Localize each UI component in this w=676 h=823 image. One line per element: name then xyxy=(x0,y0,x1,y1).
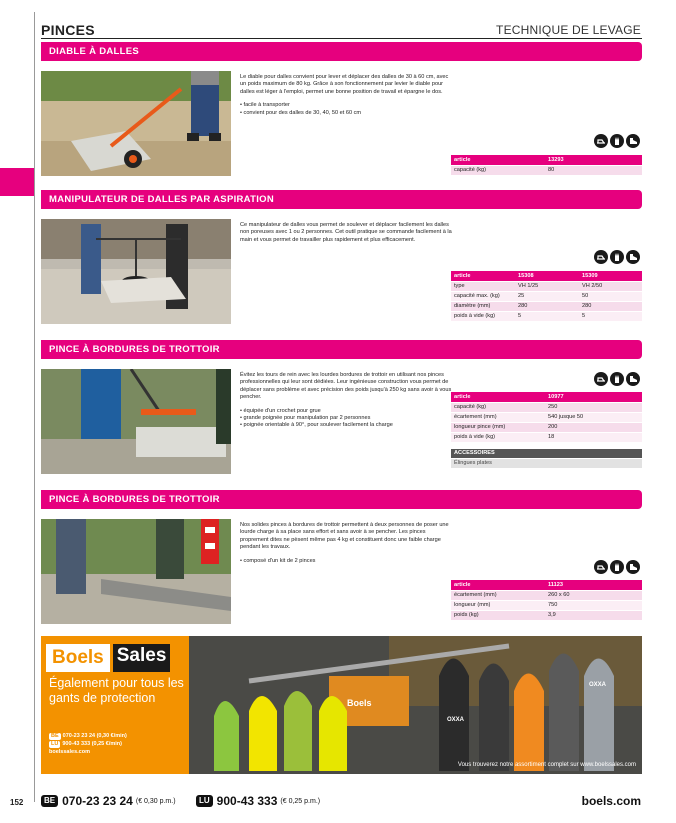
gloves-icon xyxy=(610,560,624,574)
promo-panel xyxy=(41,636,189,774)
table-cell: écartement (mm) xyxy=(451,412,545,422)
table-header-cell: 10977 xyxy=(545,392,642,402)
table-header-row xyxy=(451,392,642,402)
spec-table xyxy=(451,155,642,176)
description-text: Ce manipulateur de dalles vous permet de soulever et déplacer facilement les dalles non poreuses avec 1 ou 2 personnes. Cet outil pratique se commande facilement à la main et vous permet de travailler plus rapidement et plus efficacement. xyxy=(240,222,452,243)
feature-item: • équipée d'un crochet pour grue xyxy=(240,408,452,415)
table-cell: VH 2/50 xyxy=(579,281,642,291)
spec-table xyxy=(451,392,642,469)
table-cell: 50 xyxy=(579,291,642,301)
table-cell: diamètre (mm) xyxy=(451,301,515,311)
table-cell: 25 xyxy=(515,291,579,301)
bag-logo-text: Boels xyxy=(347,698,372,708)
table-header-row xyxy=(451,271,642,281)
table-row xyxy=(451,432,642,442)
page-title: PINCES xyxy=(41,22,95,38)
table-cell: 260 x 60 xyxy=(545,590,642,600)
table-cell: 5 xyxy=(579,311,642,321)
feature-item: • composé d'un kit de 2 pinces xyxy=(240,558,452,565)
accessories-row xyxy=(451,458,642,468)
feature-list xyxy=(240,558,452,565)
table-row xyxy=(451,590,642,600)
table-header-cell: 15308 xyxy=(515,271,579,281)
accessories-header xyxy=(451,448,642,458)
table-header-cell: 11123 xyxy=(545,580,642,590)
promo-contacts xyxy=(49,732,127,756)
table-cell: 3,9 xyxy=(545,610,642,620)
table-row xyxy=(451,600,642,610)
page-number: 152 xyxy=(10,798,24,807)
table-cell: VH 1/25 xyxy=(515,281,579,291)
promo-website[interactable]: boelssales.com xyxy=(49,749,90,755)
page-category: TECHNIQUE DE LEVAGE xyxy=(496,23,641,37)
feature-icons xyxy=(594,250,640,264)
table-header-cell: 15309 xyxy=(579,271,642,281)
feature-item: • convient pour des dalles de 30, 40, 50 et 60 cm xyxy=(240,110,452,117)
table-cell: poids à vide (kg) xyxy=(451,311,515,321)
phone-number: 070-23 23 24 xyxy=(62,794,133,808)
feature-list xyxy=(240,408,452,430)
footer-phone-lu xyxy=(196,794,320,808)
table-row xyxy=(451,291,642,301)
country-badge-lu: LU xyxy=(196,795,213,807)
boels-sales-logo xyxy=(46,644,170,672)
promo-note: Vous trouverez notre assortiment complet sur www.boelssales.com xyxy=(457,762,636,768)
feature-icons xyxy=(594,560,640,574)
table-cell: capacité max. (kg) xyxy=(451,291,515,301)
table-cell: 280 xyxy=(515,301,579,311)
table-header-cell: article xyxy=(451,392,545,402)
page-footer xyxy=(0,790,676,810)
promo-headline: Également pour tous les gants de protection xyxy=(49,676,184,705)
table-header-row xyxy=(451,580,642,590)
accessories-label: ACCESSOIRES xyxy=(451,448,642,458)
table-cell: 18 xyxy=(545,432,642,442)
table-row xyxy=(451,422,642,432)
country-badge-lu: LU xyxy=(51,741,59,747)
product-description xyxy=(240,222,452,244)
table-cell: capacité (kg) xyxy=(451,402,545,412)
table-cell: 750 xyxy=(545,600,642,610)
phone-rate: (€ 0,30 p.m.) xyxy=(135,797,176,805)
glove-logo-text: OXXA xyxy=(447,717,465,723)
section-title-bar: PINCE À BORDURES DE TROTTOIR xyxy=(41,490,642,509)
gloves-photo xyxy=(189,636,642,774)
gloves-icon xyxy=(610,250,624,264)
product-photo-pince-grue xyxy=(41,369,231,474)
table-cell: 200 xyxy=(545,422,642,432)
side-tab-marker xyxy=(0,168,34,196)
table-row xyxy=(451,301,642,311)
product-description xyxy=(240,522,452,565)
feature-item: • poignée orientable à 90°, pour soulever facilement la charge xyxy=(240,422,452,429)
table-cell: type xyxy=(451,281,515,291)
table-cell: longueur (mm) xyxy=(451,600,545,610)
transport-icon xyxy=(594,134,608,148)
boels-sales-banner[interactable] xyxy=(41,636,642,774)
logo-boels: Boels xyxy=(46,644,110,672)
footer-phone-be xyxy=(41,794,176,808)
spec-table xyxy=(451,271,642,322)
table-cell: longueur pince (mm) xyxy=(451,422,545,432)
description-text: Nos solides pinces à bordures de trottoir permettent à deux personnes de poser une lourde charge à sa place sans effort et sans avoir à se pencher. Les pinces proprement dites ne pèsent même pas 4 kg et constituent donc une faible charge pendant les travaux. xyxy=(240,522,449,551)
product-photo-manipulateur xyxy=(41,219,231,324)
table-cell: 80 xyxy=(545,165,642,175)
description-text: Le diable pour dalles convient pour lever et déplacer des dalles de 30 à 60 cm, avec un poids maximum de 80 kg. Grâce à son fonctionnement par levier le diable pour dalles est léger à l'emploi, permet une bonne position de travail et épargne le dos. xyxy=(240,74,449,95)
header-rule xyxy=(41,38,642,39)
section-manipulateur xyxy=(41,190,642,335)
margin-line xyxy=(34,12,35,802)
table-row xyxy=(451,610,642,620)
gloves-icon xyxy=(610,134,624,148)
table-header-cell: 13293 xyxy=(545,155,642,165)
product-description xyxy=(240,372,452,430)
safety-shoe-icon xyxy=(626,250,640,264)
table-cell: poids à vide (kg) xyxy=(451,432,545,442)
table-header-cell: article xyxy=(451,271,515,281)
section-title-bar: MANIPULATEUR DE DALLES PAR ASPIRATION xyxy=(41,190,642,209)
product-photo-pince-kit xyxy=(41,519,231,624)
gloves-icon xyxy=(610,372,624,386)
phone-rate: (€ 0,25 p.m.) xyxy=(280,797,321,805)
section-title-bar: DIABLE À DALLES xyxy=(41,42,642,61)
accessories-value: Élingues plates xyxy=(451,458,642,468)
product-description xyxy=(240,74,452,117)
feature-icons xyxy=(594,134,640,148)
table-row xyxy=(451,402,642,412)
section-pince-bordures-1 xyxy=(41,340,642,485)
safety-shoe-icon xyxy=(626,560,640,574)
transport-icon xyxy=(594,372,608,386)
glove-logo-text: OXXA xyxy=(589,682,607,688)
table-row xyxy=(451,412,642,422)
table-cell: 5 xyxy=(515,311,579,321)
footer-website[interactable]: boels.com xyxy=(581,794,641,808)
table-header-cell: article xyxy=(451,155,545,165)
table-cell: poids (kg) xyxy=(451,610,545,620)
country-badge-be: BE xyxy=(41,795,58,807)
transport-icon xyxy=(594,250,608,264)
section-diable-a-dalles xyxy=(41,42,642,182)
table-row xyxy=(451,311,642,321)
description-text: Évitez les tours de rein avec les lourdes bordures de trottoir en utilisant nos pinces professionnelles qui leur sont dédiées. Leur ingénieuse construction vous permet de déplacer sans problème et avec précision des poids jusqu'à 250 kg sans avoir à vous pencher. xyxy=(240,372,452,401)
table-cell: 250 xyxy=(545,402,642,412)
table-cell: capacité (kg) xyxy=(451,165,545,175)
feature-item: • grande poignée pour manipulation par 2 personnes xyxy=(240,415,452,422)
safety-shoe-icon xyxy=(626,134,640,148)
table-cell: 280 xyxy=(579,301,642,311)
logo-sales: Sales xyxy=(113,644,171,672)
safety-shoe-icon xyxy=(626,372,640,386)
country-badge-be: BE xyxy=(51,733,59,739)
table-cell: écartement (mm) xyxy=(451,590,545,600)
phone-number: 900-43 333 xyxy=(216,794,278,808)
promo-phone-lu: 900-43 333 (0,25 €/min) xyxy=(62,741,122,747)
feature-icons xyxy=(594,372,640,386)
feature-item: • facile à transporter xyxy=(240,102,452,109)
table-header-row xyxy=(451,155,642,165)
table-header-cell: article xyxy=(451,580,545,590)
section-pince-bordures-2 xyxy=(41,490,642,630)
transport-icon xyxy=(594,560,608,574)
feature-list xyxy=(240,102,452,117)
table-row xyxy=(451,165,642,175)
section-title-bar: PINCE À BORDURES DE TROTTOIR xyxy=(41,340,642,359)
product-photo-diable xyxy=(41,71,231,176)
table-cell: 540 jusque 50 xyxy=(545,412,642,422)
table-row xyxy=(451,281,642,291)
spec-table xyxy=(451,580,642,621)
promo-phone-be: 070-23 23 24 (0,30 €/min) xyxy=(62,733,127,739)
